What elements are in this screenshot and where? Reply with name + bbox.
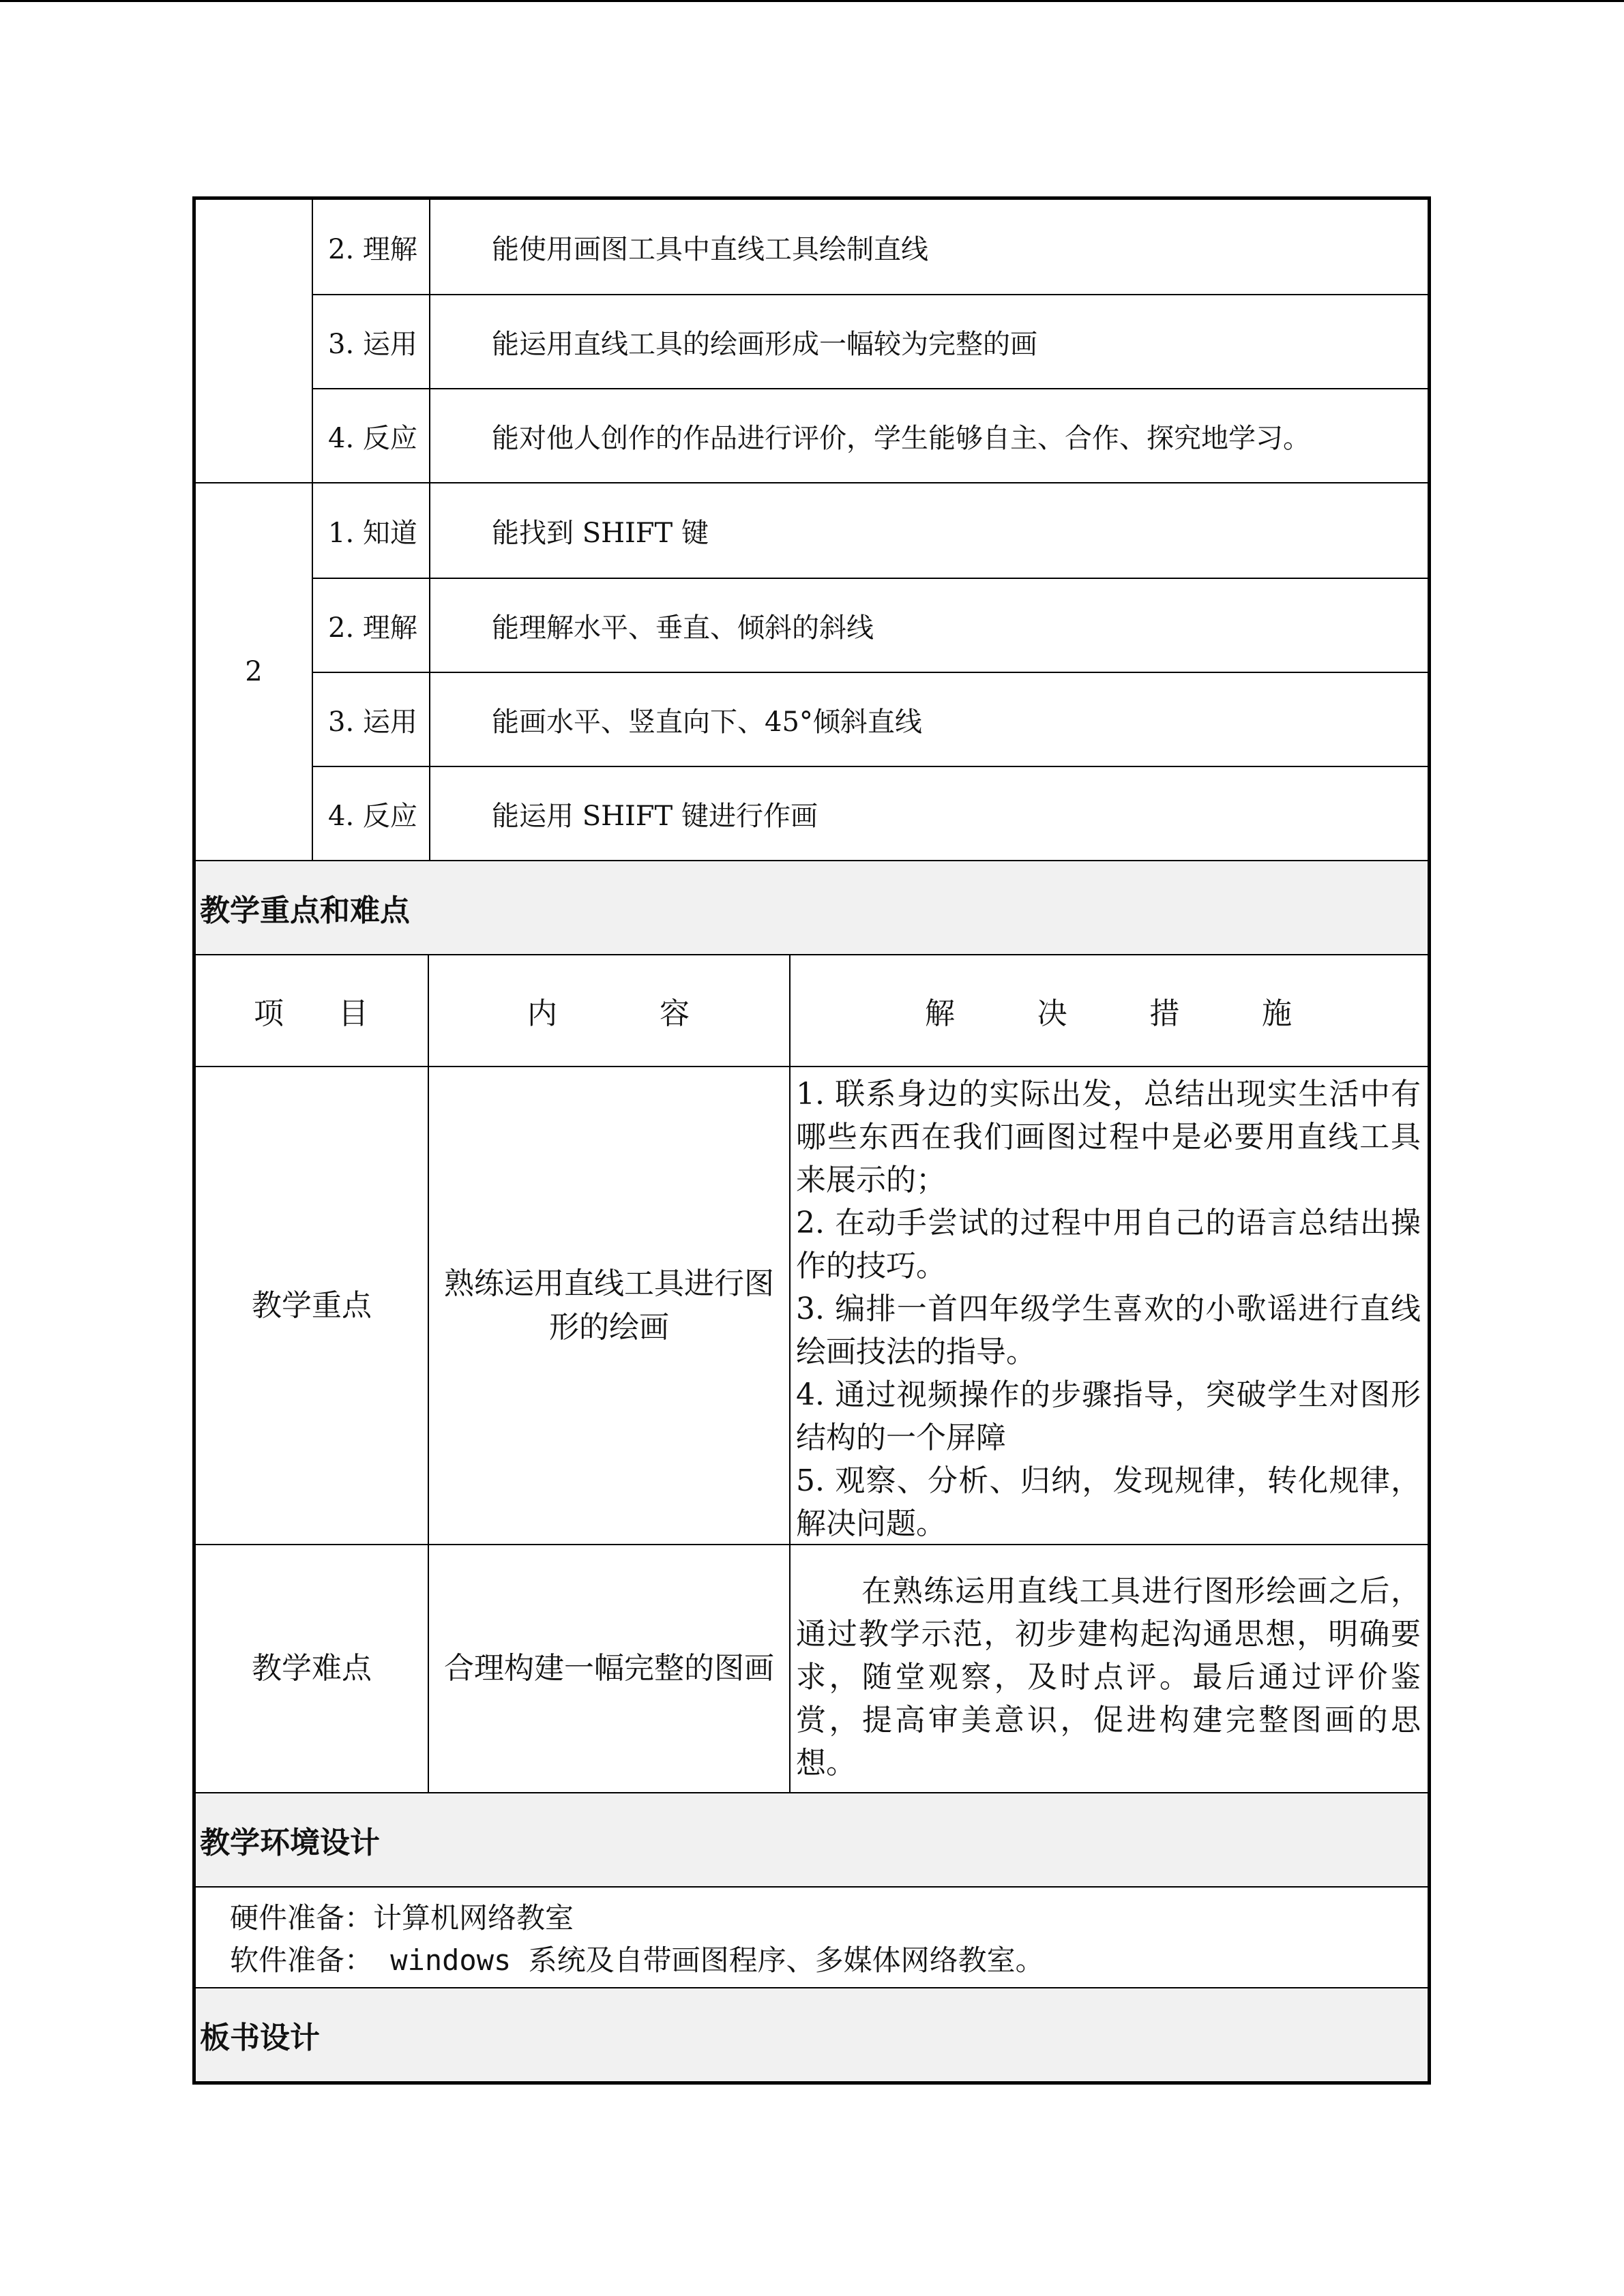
objective-group-number: 2 <box>245 656 263 687</box>
objective-level: 1. 知道 <box>328 517 417 549</box>
difficulty-row <box>196 1544 1428 1792</box>
header-measures-char: 措 <box>1149 996 1181 1031</box>
objective-text: 能运用直线工具的绘画形成一幅较为完整的画 <box>429 295 1428 388</box>
objective-row <box>312 578 1428 672</box>
lesson-plan-table <box>192 196 1431 2085</box>
header-item-char: 项 <box>254 996 285 1031</box>
key-point-item: 教学重点 <box>252 1287 372 1323</box>
objective-text: 能找到 SHIFT 键 <box>429 483 1428 578</box>
header-item <box>196 955 428 1066</box>
header-measures-char: 决 <box>1037 996 1069 1031</box>
hardware-line: 硬件准备：计算机网络教室 <box>230 1901 574 1935</box>
objective-text: 能对他人创作的作品进行评价，学生能够自主、合作、探究地学习。 <box>429 389 1428 482</box>
objective-text: 能理解水平、垂直、倾斜的斜线 <box>429 579 1428 672</box>
objective-level: 2. 理解 <box>328 233 417 265</box>
objective-row <box>312 483 1428 578</box>
section-header-board: 板书设计 <box>196 1987 1428 2081</box>
header-content-char: 容 <box>660 996 691 1031</box>
objective-level: 4. 反应 <box>328 800 417 832</box>
key-points-header-row <box>196 954 1428 1066</box>
objective-level: 4. 反应 <box>328 422 417 454</box>
header-measures-char: 施 <box>1261 996 1293 1031</box>
objective-row <box>312 388 1428 482</box>
objective-group <box>196 482 1428 860</box>
page-top-border <box>0 0 1624 2</box>
objective-level: 2. 理解 <box>328 612 417 644</box>
objective-row <box>312 766 1428 860</box>
difficulty-measures <box>789 1545 1428 1792</box>
measure-item: 1. 联系身边的实际出发，总结出现实生活中有哪些东西在我们画图过程中是必要用直线工具来展示的； <box>796 1077 1421 1197</box>
objective-text: 能使用画图工具中直线工具绘制直线 <box>429 200 1428 294</box>
measure-item: 5. 观察、分析、归纳，发现规律，转化规律，解决问题。 <box>796 1463 1421 1541</box>
header-content <box>428 955 789 1066</box>
measure-item: 3. 编排一首四年级学生喜欢的小歌谣进行直线绘画技法的指导。 <box>796 1292 1421 1369</box>
measure-item: 2. 在动手尝试的过程中用自己的语言总结出操作的技巧。 <box>796 1206 1421 1283</box>
objective-row <box>312 200 1428 294</box>
key-point-measures <box>789 1067 1428 1544</box>
objective-row <box>312 672 1428 766</box>
software-line: 软件准备： windows 系统及自带画图程序、多媒体网络教室。 <box>230 1943 1044 1977</box>
objective-text: 能画水平、竖直向下、45°倾斜直线 <box>429 673 1428 766</box>
section-header-key-points: 教学重点和难点 <box>196 860 1428 954</box>
objective-level: 3. 运用 <box>328 706 417 738</box>
objective-text: 能运用 SHIFT 键进行作画 <box>429 767 1428 860</box>
difficulty-content: 合理构建一幅完整的图画 <box>428 1545 789 1792</box>
difficulty-item: 教学难点 <box>252 1651 372 1686</box>
objective-row <box>312 294 1428 388</box>
measure-item: 4. 通过视频操作的步骤指导，突破学生对图形结构的一个屏障 <box>796 1377 1421 1455</box>
section-header-environment: 教学环境设计 <box>196 1792 1428 1886</box>
objective-group <box>196 200 1428 482</box>
environment-details <box>196 1886 1428 1987</box>
key-point-row <box>196 1066 1428 1544</box>
header-measures <box>789 955 1428 1066</box>
objective-group-number <box>196 200 312 482</box>
key-point-content: 熟练运用直线工具进行图形的绘画 <box>428 1067 789 1544</box>
header-content-char: 内 <box>527 996 559 1031</box>
header-item-char: 目 <box>338 996 370 1031</box>
header-measures-char: 解 <box>925 996 956 1031</box>
objective-level: 3. 运用 <box>328 328 417 360</box>
measure-item: 在熟练运用直线工具进行图形绘画之后，通过教学示范，初步建构起沟通思想，明确要求，随堂观察，及时点评。最后通过评价鉴赏，提高审美意识，促进构建完整图画的思想。 <box>796 1574 1421 1780</box>
